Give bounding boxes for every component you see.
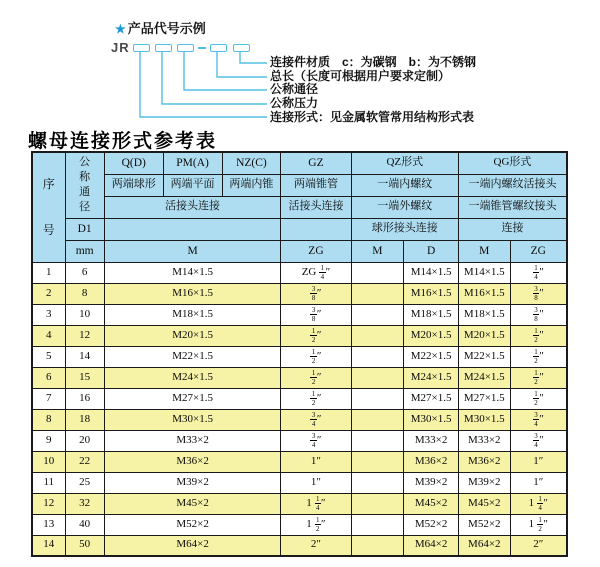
cell-qz-d: M64×2 [404, 535, 459, 556]
header-pm-sub: 两端平面 [163, 174, 222, 196]
cell-qg-zg: 1 $\frac{1}{2}$ ″ [510, 514, 567, 535]
cell-m-thread: M18×1.5 [104, 304, 281, 325]
table-body [32, 262, 567, 556]
cell-qg-m: M18×1.5 [458, 304, 510, 325]
cell-serial-no: 13 [32, 514, 65, 535]
cell-qz-m [351, 514, 404, 535]
cell-qz-m [351, 388, 404, 409]
header-qg-form: QG形式 [458, 152, 567, 174]
diagram-title-text: 产品代号示例 [127, 21, 206, 36]
cell-qz-m [351, 346, 404, 367]
table-row [32, 493, 567, 514]
cell-qg-zg: $\frac{1}{2}$ ″ [510, 325, 567, 346]
cell-gz-thread: $\frac{3}{8}$ ″ [281, 304, 351, 325]
header-blank-gz [281, 218, 351, 240]
cell-serial-no: 5 [32, 346, 65, 367]
table-row [32, 346, 567, 367]
cell-diameter-mm: 16 [65, 388, 104, 409]
cell-m-thread: M27×1.5 [104, 388, 281, 409]
table-row [32, 535, 567, 556]
connector-line [240, 52, 267, 63]
product-code-diagram [0, 0, 600, 128]
cell-diameter-mm: 25 [65, 472, 104, 493]
cell-qg-zg: 2″ [510, 535, 567, 556]
cell-diameter-mm: 20 [65, 430, 104, 451]
connector-line [217, 52, 267, 77]
cell-qz-m [351, 283, 404, 304]
cell-qz-m [351, 262, 404, 283]
cell-diameter-mm: 10 [65, 304, 104, 325]
cell-qg-zg: 1″ [510, 451, 567, 472]
label-material: 连接件材质 c：为碳钢 b：为不锈钢 [270, 55, 477, 69]
cell-diameter-mm: 22 [65, 451, 104, 472]
cell-qz-d: M52×2 [404, 514, 459, 535]
cell-qg-m: M39×2 [458, 472, 510, 493]
cell-serial-no: 12 [32, 493, 65, 514]
cell-qg-zg: $\frac{3}{4}$ ″ [510, 409, 567, 430]
cell-m-thread: M14×1.5 [104, 262, 281, 283]
cell-qz-m [351, 451, 404, 472]
cell-qg-m: M22×1.5 [458, 346, 510, 367]
cell-qg-zg: $\frac{1}{2}$ ″ [510, 388, 567, 409]
cell-serial-no: 1 [32, 262, 65, 283]
table-row [32, 472, 567, 493]
cell-qg-m: M36×2 [458, 451, 510, 472]
cell-qz-d: M45×2 [404, 493, 459, 514]
header-gz-sub: 两端锥管 [281, 174, 351, 196]
header-qg-zg: ZG [510, 240, 567, 262]
cell-m-thread: M30×1.5 [104, 409, 281, 430]
cell-qg-m: M24×1.5 [458, 367, 510, 388]
cell-qg-m: M33×2 [458, 430, 510, 451]
nut-connection-table [31, 151, 568, 557]
cell-qz-d: M16×1.5 [404, 283, 459, 304]
cell-gz-thread: $\frac{3}{4}$ ″ [281, 409, 351, 430]
cell-gz-thread: ZG $\frac{1}{4}$ ″ [281, 262, 351, 283]
cell-qg-m: M16×1.5 [458, 283, 510, 304]
label-diameter: 公称通径 [270, 82, 319, 96]
cell-qz-m [351, 430, 404, 451]
cell-qz-d: M39×2 [404, 472, 459, 493]
cell-qz-m [351, 493, 404, 514]
cell-gz-thread: $\frac{1}{2}$ ″ [281, 325, 351, 346]
cell-m-thread: M45×2 [104, 493, 281, 514]
cell-qg-m: M20×1.5 [458, 325, 510, 346]
cell-qg-m: M52×2 [458, 514, 510, 535]
cell-diameter-mm: 14 [65, 346, 104, 367]
cell-qg-m: M14×1.5 [458, 262, 510, 283]
star-icon: ★ [115, 22, 126, 36]
cell-diameter-mm: 40 [65, 514, 104, 535]
table-row [32, 430, 567, 451]
header-blank-left [104, 218, 281, 240]
label-connection: 连接形式：见金属软管常用结构形式表 [270, 110, 475, 124]
cell-m-thread: M39×2 [104, 472, 281, 493]
cell-gz-thread: 2″ [281, 535, 351, 556]
header-qz-connection: 球形接头连接 [351, 218, 458, 240]
cell-m-thread: M20×1.5 [104, 325, 281, 346]
header-nz-sub: 两端内锥 [222, 174, 281, 196]
cell-qg-zg: $\frac{1}{2}$ ″ [510, 346, 567, 367]
cell-serial-no: 8 [32, 409, 65, 430]
connector-line [140, 52, 267, 117]
header-qz-form: QZ形式 [351, 152, 458, 174]
table-title: 螺母连接形式参考表 [28, 131, 218, 152]
cell-qz-d: M24×1.5 [404, 367, 459, 388]
cell-gz-thread: $\frac{3}{8}$ ″ [281, 283, 351, 304]
cell-qz-d: M36×2 [404, 451, 459, 472]
header-qz-d: D [404, 240, 459, 262]
cell-qg-zg: $\frac{3}{8}$ ″ [510, 283, 567, 304]
header-qz-sub2: 一端外螺纹 [351, 196, 458, 218]
cell-serial-no: 3 [32, 304, 65, 325]
header-mm: mm [65, 240, 104, 262]
cell-gz-thread: $\frac{1}{2}$ ″ [281, 367, 351, 388]
cell-qz-m [351, 409, 404, 430]
header-qg-m: M [458, 240, 510, 262]
table-row [32, 451, 567, 472]
table-row [32, 388, 567, 409]
header-qg-sub2: 一端锥管螺纹接头 [458, 196, 567, 218]
table-row [32, 367, 567, 388]
cell-qz-d: M27×1.5 [404, 388, 459, 409]
header-gz: GZ [281, 152, 351, 174]
cell-qz-d: M18×1.5 [404, 304, 459, 325]
cell-serial-no: 7 [32, 388, 65, 409]
cell-diameter-mm: 8 [65, 283, 104, 304]
table-row [32, 304, 567, 325]
header-qg-connection: 连接 [458, 218, 567, 240]
cell-m-thread: M24×1.5 [104, 367, 281, 388]
header-qz-sub1: 一端内螺纹 [351, 174, 458, 196]
cell-qz-m [351, 367, 404, 388]
cell-qg-zg: 1 $\frac{1}{4}$ ″ [510, 493, 567, 514]
cell-gz-thread: $\frac{3}{4}$ ″ [281, 430, 351, 451]
cell-m-thread: M33×2 [104, 430, 281, 451]
cell-serial-no: 2 [32, 283, 65, 304]
cell-qz-d: M30×1.5 [404, 409, 459, 430]
cell-serial-no: 6 [32, 367, 65, 388]
header-qg-sub1: 一端内螺纹活接头 [458, 174, 567, 196]
cell-m-thread: M16×1.5 [104, 283, 281, 304]
cell-qz-m [351, 325, 404, 346]
cell-gz-thread: 1″ [281, 472, 351, 493]
header-qz-m: M [351, 240, 404, 262]
table-row [32, 283, 567, 304]
cell-qz-m [351, 535, 404, 556]
header-gz-connection: 活接头连接 [281, 196, 351, 218]
cell-gz-thread: 1 $\frac{1}{2}$ ″ [281, 514, 351, 535]
cell-m-thread: M22×1.5 [104, 346, 281, 367]
cell-gz-thread: 1″ [281, 451, 351, 472]
table-row [32, 325, 567, 346]
cell-qg-m: M27×1.5 [458, 388, 510, 409]
cell-qg-zg: $\frac{3}{8}$ ″ [510, 304, 567, 325]
cell-gz-thread: 1 $\frac{1}{4}$ ″ [281, 493, 351, 514]
label-length: 总长（长度可根据用户要求定制） [270, 69, 451, 83]
table-row [32, 409, 567, 430]
cell-diameter-mm: 32 [65, 493, 104, 514]
cell-qg-zg: 1″ [510, 472, 567, 493]
cell-m-thread: M52×2 [104, 514, 281, 535]
cell-diameter-mm: 6 [65, 262, 104, 283]
cell-diameter-mm: 50 [65, 535, 104, 556]
cell-qg-m: M45×2 [458, 493, 510, 514]
cell-serial-no: 10 [32, 451, 65, 472]
table-row [32, 262, 567, 283]
header-zg-thread: ZG [281, 240, 351, 262]
cell-diameter-mm: 12 [65, 325, 104, 346]
cell-m-thread: M64×2 [104, 535, 281, 556]
cell-qg-zg: $\frac{3}{4}$ ″ [510, 430, 567, 451]
cell-qz-d: M33×2 [404, 430, 459, 451]
header-m-thread: M [104, 240, 281, 262]
cell-m-thread: M36×2 [104, 451, 281, 472]
header-nz: NZ(C) [222, 152, 281, 174]
cell-gz-thread: $\frac{1}{2}$ ″ [281, 388, 351, 409]
cell-diameter-mm: 15 [65, 367, 104, 388]
cell-qg-zg: $\frac{1}{4}$ ″ [510, 262, 567, 283]
cell-qz-d: M22×1.5 [404, 346, 459, 367]
cell-diameter-mm: 18 [65, 409, 104, 430]
cell-qz-d: M14×1.5 [404, 262, 459, 283]
cell-qg-zg: $\frac{1}{2}$ ″ [510, 367, 567, 388]
header-pm: PM(A) [163, 152, 222, 174]
header-q: Q(D) [104, 152, 163, 174]
cell-serial-no: 9 [32, 430, 65, 451]
header-nominal-diameter: 公称通径 [65, 152, 104, 218]
cell-serial-no: 11 [32, 472, 65, 493]
cell-qz-d: M20×1.5 [404, 325, 459, 346]
connector-line [184, 52, 267, 90]
connector-line [162, 52, 267, 104]
header-d1: D1 [65, 218, 104, 240]
cell-qz-m [351, 472, 404, 493]
header-q-sub: 两端球形 [104, 174, 163, 196]
header-union-connection: 活接头连接 [104, 196, 281, 218]
cell-qz-m [351, 304, 404, 325]
cell-serial-no: 14 [32, 535, 65, 556]
cell-serial-no: 4 [32, 325, 65, 346]
cell-qg-m: M64×2 [458, 535, 510, 556]
cell-gz-thread: $\frac{1}{2}$ ″ [281, 346, 351, 367]
product-code-prefix: JR [111, 40, 130, 55]
label-pressure: 公称压力 [270, 96, 319, 110]
cell-qg-m: M30×1.5 [458, 409, 510, 430]
header-serial-no: 序号 [32, 152, 65, 262]
table-row [32, 514, 567, 535]
